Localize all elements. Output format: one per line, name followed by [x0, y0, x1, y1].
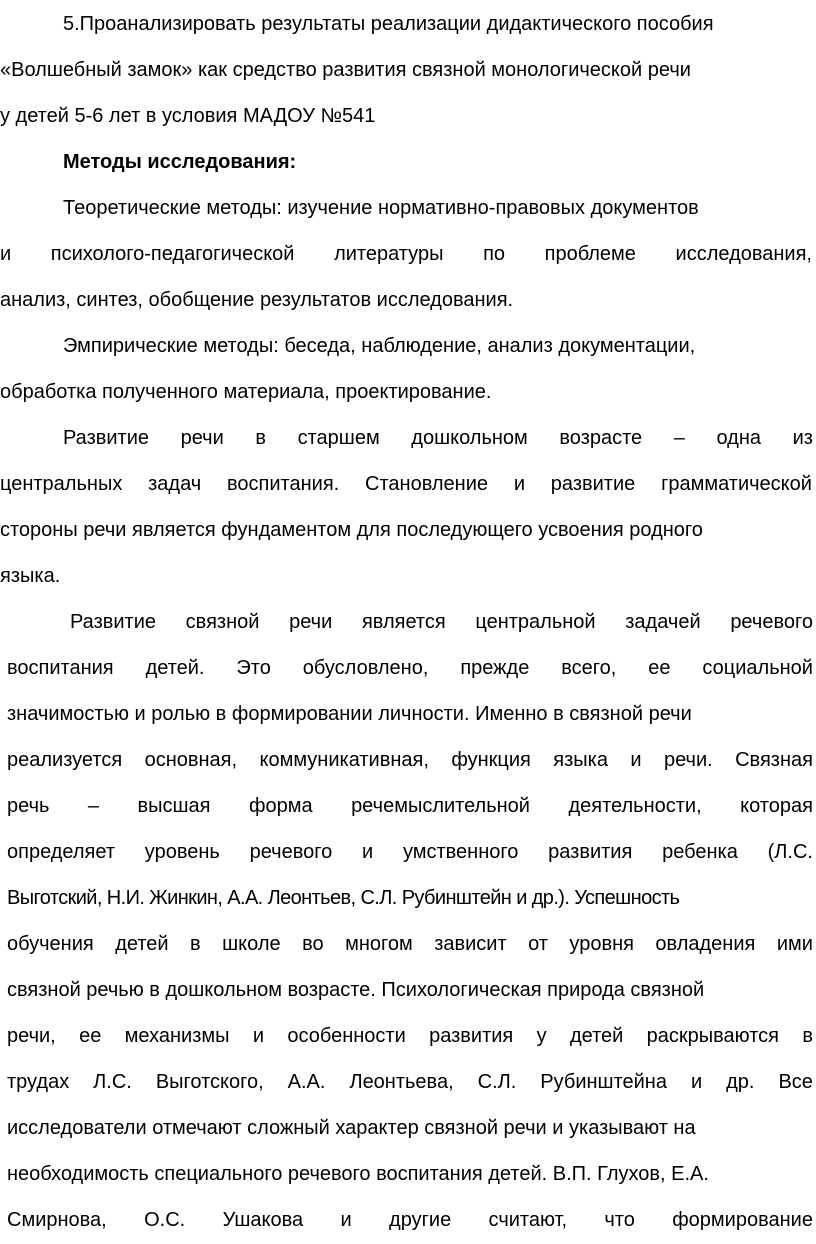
text-line: Эмпирические методы: беседа, наблюдение, анализ документации,: [63, 335, 696, 357]
word: определяет: [7, 841, 116, 863]
word: умственного: [402, 841, 519, 863]
word: и: [513, 473, 525, 495]
word: Становление: [365, 473, 488, 495]
word: в: [255, 427, 266, 449]
word: центральной: [475, 611, 596, 633]
text-line: [7, 1198, 813, 1244]
word: является: [361, 611, 446, 633]
word: другие: [389, 1209, 452, 1231]
text-line: [0, 232, 812, 278]
word: от: [528, 933, 548, 955]
text-line: [7, 1014, 813, 1060]
word: воспитания.: [227, 473, 340, 495]
text-line: [7, 830, 813, 876]
text-line: Теоретические методы: изучение нормативно-правовых документов: [63, 197, 699, 219]
word: Выготского,: [155, 1071, 264, 1093]
word: высшая: [137, 795, 211, 817]
word: по: [483, 243, 506, 265]
word: многом: [345, 933, 413, 955]
word: психолого-педагогической: [50, 243, 295, 265]
word: одна: [716, 427, 762, 449]
text-line: у детей 5-6 лет в условия МАДОУ №541: [0, 105, 376, 127]
word: языка: [553, 749, 608, 771]
word: и: [0, 243, 12, 265]
word: ее: [648, 657, 671, 679]
word: трудах: [7, 1071, 70, 1093]
word: Леонтьева,: [349, 1071, 454, 1093]
word: детей: [115, 933, 169, 955]
word: Связная: [735, 749, 813, 771]
text-line: значимостью и ролью в формировании личности. Именно в связной речи: [7, 703, 692, 725]
word: задач: [148, 473, 202, 495]
word: речи.: [663, 749, 713, 771]
word: детей.: [145, 657, 205, 679]
word: уровень: [144, 841, 220, 863]
word: Л.С.: [93, 1071, 132, 1093]
text-line: [0, 462, 812, 508]
word: речевого: [249, 841, 333, 863]
word: речевого: [730, 611, 813, 633]
word: во: [302, 933, 324, 955]
section-heading: Методы исследования:: [63, 151, 297, 173]
word: основная,: [144, 749, 238, 771]
text-line: [70, 600, 813, 646]
text-line: [7, 922, 813, 968]
word: Рубинштейна: [540, 1071, 667, 1093]
text-line: анализ, синтез, обобщение результатов исследования.: [0, 289, 514, 311]
word: С.Л.: [477, 1071, 517, 1093]
word: раскрываются: [646, 1025, 779, 1047]
text-line: «Волшебный замок» как средство развития связной монологической речи: [0, 59, 691, 81]
word: механизмы: [124, 1025, 230, 1047]
word: центральных: [0, 473, 123, 495]
text-line: Выготский, Н.И. Жинкин, А.А. Леонтьев, С.Л. Рубинштейн и др.). Успешность: [7, 887, 680, 909]
word: дошкольном: [411, 427, 528, 449]
word: социальной: [702, 657, 813, 679]
word: задачей: [625, 611, 701, 633]
word: исследования,: [675, 243, 812, 265]
word: старшем: [297, 427, 380, 449]
word: речи: [289, 611, 333, 633]
word: обусловлено,: [302, 657, 429, 679]
word: из: [792, 427, 813, 449]
word: и: [340, 1209, 352, 1231]
word: уровня: [569, 933, 634, 955]
word: деятельности,: [568, 795, 702, 817]
word: которая: [740, 795, 813, 817]
word: всего,: [561, 657, 617, 679]
text-line: исследователи отмечают сложный характер связной речи и указывают на: [7, 1117, 696, 1139]
word: речи: [180, 427, 224, 449]
word: речи,: [7, 1025, 56, 1047]
word: Развитие: [70, 611, 156, 633]
word: Смирнова,: [7, 1209, 107, 1231]
word: А.А.: [287, 1071, 326, 1093]
word: развития: [548, 841, 633, 863]
word: коммуникативная,: [259, 749, 429, 771]
word: обучения: [7, 933, 94, 955]
text-line: [7, 784, 813, 830]
word: особенности: [287, 1025, 406, 1047]
text-line: связной речью в дошкольном возрасте. Психологическая природа связной: [7, 979, 705, 1001]
word: формирование: [672, 1209, 813, 1231]
word: реализуется: [7, 749, 123, 771]
word: что: [604, 1209, 635, 1231]
word: –: [87, 795, 100, 817]
word: развития: [429, 1025, 514, 1047]
word: развитие: [550, 473, 636, 495]
word: др.: [726, 1071, 755, 1093]
text-line: [7, 646, 813, 692]
word: детей: [569, 1025, 624, 1047]
word: функция: [451, 749, 531, 771]
word: Развитие: [63, 427, 149, 449]
word: проблеме: [544, 243, 636, 265]
word: и: [630, 749, 642, 771]
text-line: [7, 1060, 813, 1106]
word: (Л.С.: [767, 841, 813, 863]
word: в: [802, 1025, 813, 1047]
word: речемыслительной: [351, 795, 530, 817]
word: у: [536, 1025, 547, 1047]
word: Ушакова: [222, 1209, 304, 1231]
text-line: стороны речи является фундаментом для последующего усвоения родного: [0, 519, 703, 541]
word: речь: [7, 795, 50, 817]
word: считают,: [488, 1209, 568, 1231]
word: Это: [236, 657, 271, 679]
word: и: [362, 841, 374, 863]
text-line: обработка полученного материала, проектирование.: [0, 381, 492, 403]
word: и: [252, 1025, 265, 1047]
word: ее: [79, 1025, 102, 1047]
word: –: [673, 427, 685, 449]
text-line: [7, 738, 813, 784]
word: О.С.: [144, 1209, 186, 1231]
word: Все: [778, 1071, 813, 1093]
text-line: [63, 416, 813, 462]
word: зависит: [434, 933, 507, 955]
word: связной: [185, 611, 260, 633]
word: воспитания: [7, 657, 114, 679]
word: школе: [222, 933, 281, 955]
word: ребенка: [662, 841, 738, 863]
text-line: 5.Проанализировать результаты реализации дидактического пособия: [63, 13, 714, 35]
word: литературы: [334, 243, 444, 265]
text-line: необходимость специального речевого воспитания детей. В.П. Глухов, Е.А.: [7, 1163, 709, 1185]
text-line: языка.: [0, 565, 61, 587]
word: овладения: [655, 933, 756, 955]
word: прежде: [460, 657, 530, 679]
word: ими: [776, 933, 813, 955]
word: и: [690, 1071, 703, 1093]
word: возрасте: [559, 427, 643, 449]
word: в: [190, 933, 201, 955]
word: грамматической: [661, 473, 812, 495]
word: форма: [249, 795, 313, 817]
